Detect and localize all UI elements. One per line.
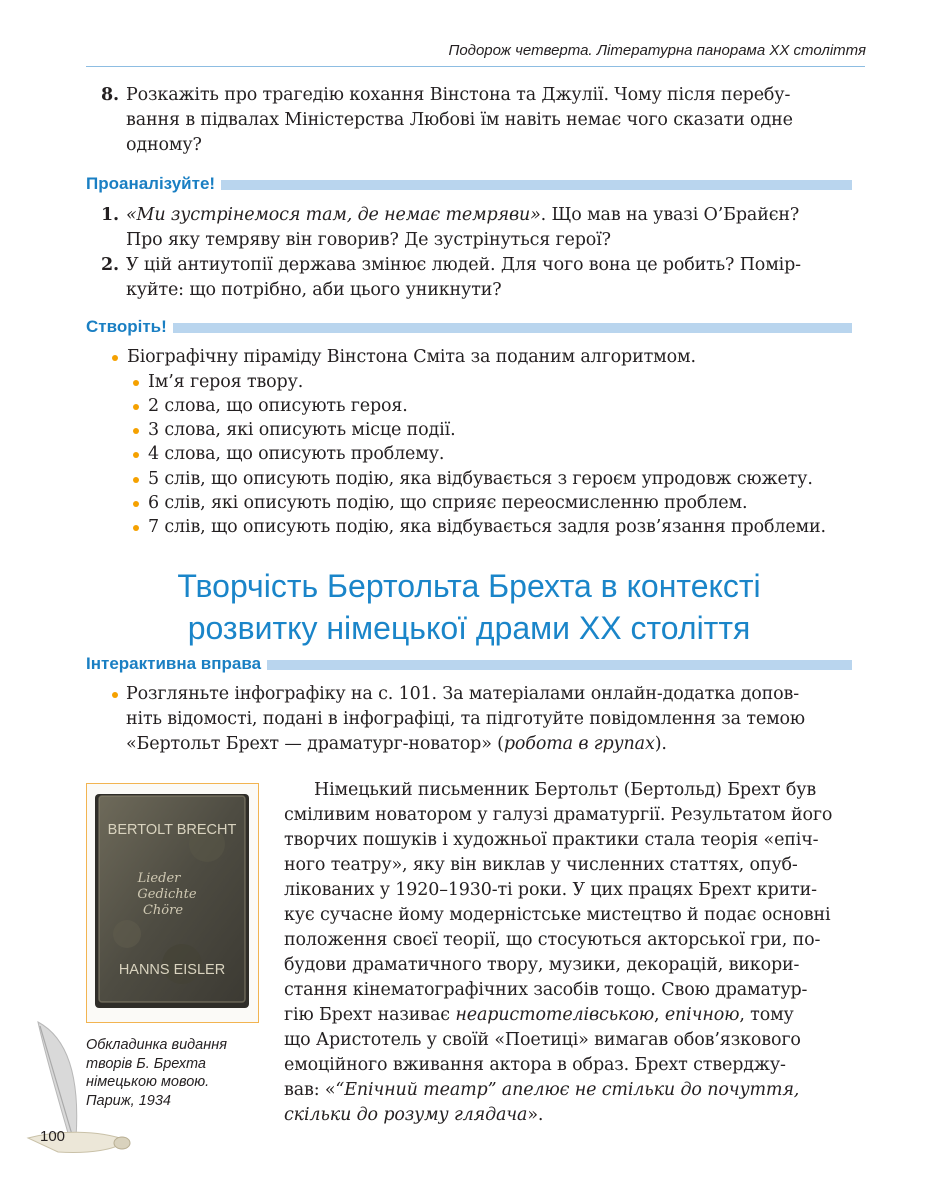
question-8-line-3: одному? xyxy=(126,135,202,155)
italic-term: епічною xyxy=(664,1005,740,1025)
create-heading xyxy=(86,317,852,337)
list-item: 7 слів, що описують подію, яка відбувається задля розв’язання проблеми. xyxy=(148,517,826,537)
paragraph-line: стання кінематографічних засобів тощо. Свою драматур- xyxy=(284,980,808,1000)
section-title xyxy=(86,565,852,649)
bullet-dot xyxy=(133,404,139,410)
question-text: Про яку темряву він говорив? Де зустрінуться герої? xyxy=(126,230,611,250)
list-item: Ім’я героя твору. xyxy=(148,372,304,392)
bullet-dot xyxy=(133,477,139,483)
question-text: . Що мав на увазі О’Брайєн? xyxy=(540,205,800,225)
header-rule xyxy=(86,66,865,67)
bullet-dot xyxy=(133,380,139,386)
quill-pen-icon xyxy=(18,1018,138,1168)
analyze-heading xyxy=(86,174,852,194)
caption-line: німецькою мовою. xyxy=(86,1074,210,1090)
bullet-dot xyxy=(133,428,139,434)
section-title-line-2: розвитку німецької драми XX століття xyxy=(187,610,751,646)
heading-bar xyxy=(173,323,852,333)
paragraph-line: Німецький письменник Бертольт (Бертольд) Брехт був xyxy=(314,780,817,800)
bullet-dot xyxy=(112,355,118,361)
paragraph-line: що Аристотель у своїй «Поетиці» вимагав обов’язкового xyxy=(284,1030,801,1050)
analyze-question-2 xyxy=(101,253,853,303)
question-number: 1. xyxy=(101,205,119,225)
question-text: У цій антиутопії держава змінює людей. Для чого вона це робить? Помір- xyxy=(126,255,801,275)
paragraph-line: положення своєї теорії, що стосуються акторської гри, по- xyxy=(284,930,821,950)
book-cover-photo xyxy=(86,783,259,1023)
paragraph-line: кує сучасне йому модерністське мистецтво й подає основні xyxy=(284,905,831,925)
book-cover-image xyxy=(87,784,258,1022)
caption-line: творів Б. Брехта xyxy=(86,1055,206,1072)
task-italic: робота в групах xyxy=(503,734,655,754)
question-number: 8. xyxy=(101,85,119,105)
question-8-line-1: Розкажіть про трагедію кохання Вінстона та Джулії. Чому після перебу- xyxy=(126,85,791,105)
italic-quote: скільки до розуму глядача xyxy=(284,1105,528,1125)
running-header: Подорож четверта. Літературна панорама XX століття xyxy=(448,42,866,59)
book-script-text: Gedichte xyxy=(137,887,197,902)
heading-bar xyxy=(267,660,852,670)
paragraph-line: емоційного вживання актора в образ. Брехт стверджу- xyxy=(284,1055,786,1075)
book-script-text: Lieder xyxy=(137,871,181,886)
list-item: 3 слова, які описують місце події. xyxy=(148,420,456,440)
page-number: 100 xyxy=(40,1128,66,1145)
heading-bar xyxy=(221,180,852,190)
interactive-task xyxy=(101,682,853,757)
paragraph-line: скільки до розуму глядача». xyxy=(284,1105,544,1125)
interactive-heading-label: Інтерактивна вправа xyxy=(86,654,262,673)
paragraph-line: сміливим новатором у галузі драматургії. Результатом його xyxy=(284,805,833,825)
section-title-line-1: Творчість Бертольта Брехта в контексті xyxy=(177,568,761,604)
paragraph-line: лікованих у 1920–1930-ті роки. У цих працях Брехт крити- xyxy=(284,880,817,900)
list-item: 4 слова, що описують проблему. xyxy=(148,444,445,464)
book-author-text: HANNS EISLER xyxy=(118,962,226,978)
italic-term: неаристотелівською xyxy=(455,1005,654,1025)
task-text: ). xyxy=(654,734,667,754)
question-8-line-2: вання в підвалах Міністерства Любові їм навіть немає чого сказати одне xyxy=(126,110,793,130)
caption-line: Париж, 1934 xyxy=(86,1092,171,1109)
bullet-dot xyxy=(133,525,139,531)
paragraph-line: творчих пошуків і художньої практики стала теорія «епіч- xyxy=(284,830,819,850)
italic-quote: “Епічний театр” апелює не стільки до почуття, xyxy=(335,1080,800,1100)
analyze-question-1 xyxy=(101,203,853,253)
create-intro: Біографічну піраміду Вінстона Сміта за поданим алгоритмом. xyxy=(127,347,696,367)
list-item: 6 слів, які описують подію, що сприяє переосмисленню проблем. xyxy=(148,493,748,513)
question-number: 2. xyxy=(101,255,119,275)
quote-italic: «Ми зустрінемося там, де немає темряви» xyxy=(126,205,541,225)
interactive-heading xyxy=(86,654,852,674)
task-text: ніть відомості, подані в інфографіці, та підготуйте повідомлення за темою xyxy=(126,709,806,729)
task-text: Розгляньте інфографіку на с. 101. За матеріалами онлайн-додатка допов- xyxy=(126,684,799,704)
book-title-text: BERTOLT BRECHT xyxy=(107,822,237,838)
paragraph-line: будови драматичного твору, музики, декорацій, викори- xyxy=(284,955,800,975)
paragraph-line: ного театру», яку він виклав у численних статтях, опуб- xyxy=(284,855,798,875)
caption-line: Обкладинка видання xyxy=(86,1037,227,1053)
list-item: 5 слів, що описують подію, яка відбувається з героєм упродовж сюжету. xyxy=(148,469,813,489)
bullet-dot xyxy=(133,501,139,507)
main-paragraph xyxy=(284,778,852,1128)
book-script-text: Chöre xyxy=(142,903,184,918)
question-text: куйте: що потрібно, аби цього уникнути? xyxy=(126,280,502,300)
paragraph-line: вав: «“Епічний театр” апелює не стільки до почуття, xyxy=(284,1080,800,1100)
list-item: 2 слова, що описують героя. xyxy=(148,396,408,416)
question-8 xyxy=(101,83,853,158)
create-heading-label: Створіть! xyxy=(86,317,167,336)
bullet-dot xyxy=(133,452,139,458)
task-text: «Бертольт Брехт — драматург-новатор» ( xyxy=(126,734,504,754)
analyze-heading-label: Проаналізуйте! xyxy=(86,174,216,193)
paragraph-line: гію Брехт називає неаристотелівською, епічною, тому xyxy=(284,1005,794,1025)
